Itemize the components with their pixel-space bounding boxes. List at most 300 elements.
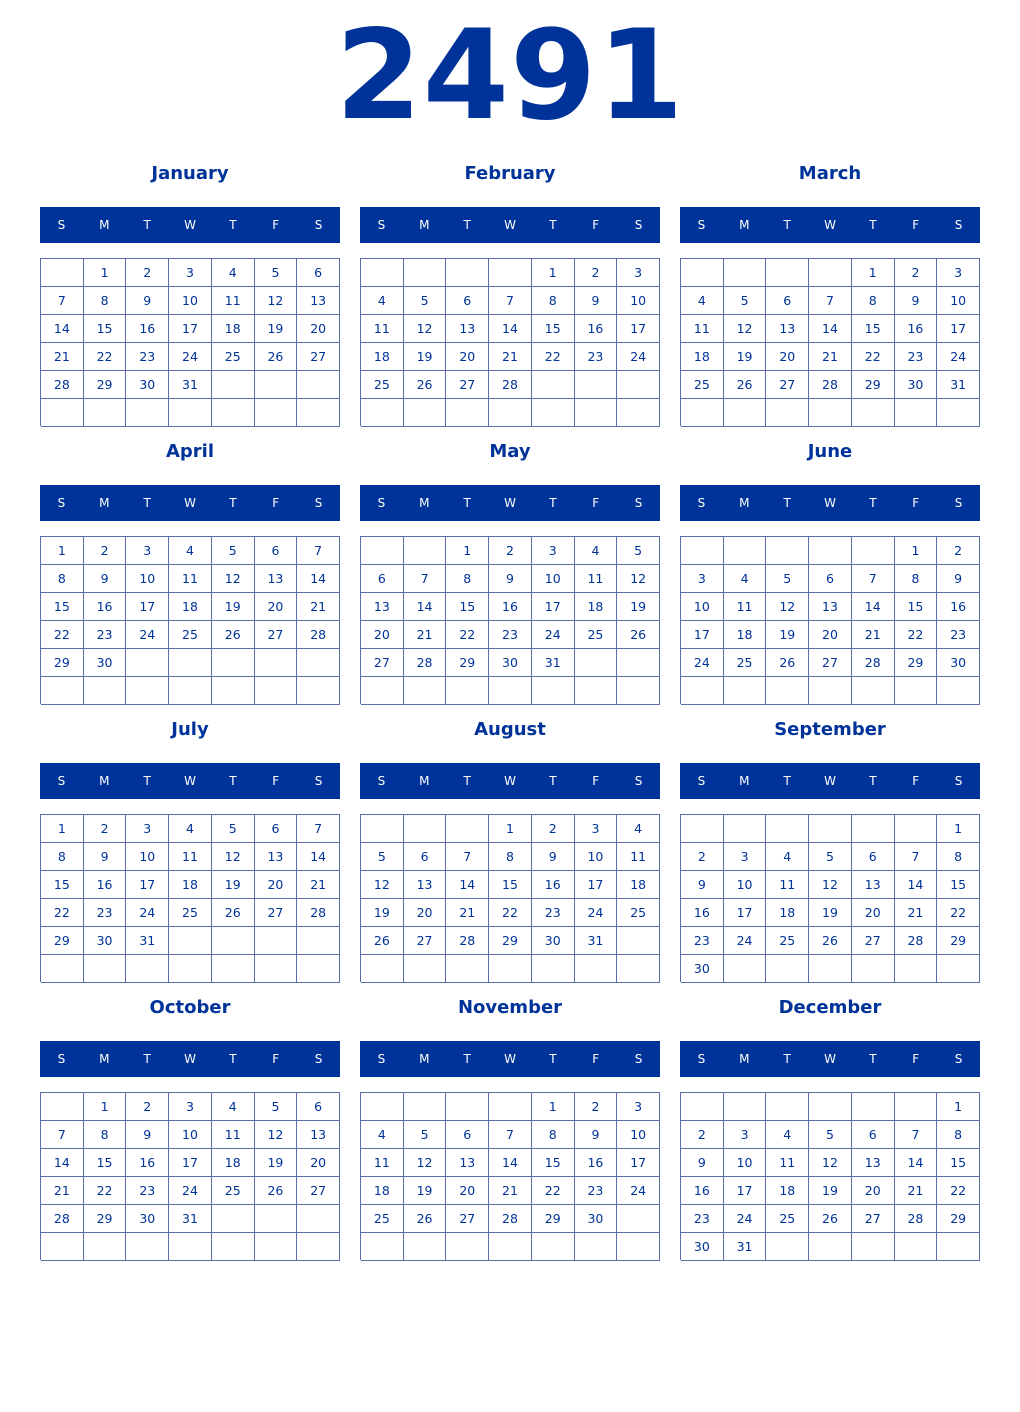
day-cell: 1 — [895, 537, 938, 565]
day-cell: 24 — [126, 621, 169, 649]
day-cell: 23 — [126, 343, 169, 371]
weekday-header — [360, 1041, 660, 1077]
day-cell: 15 — [489, 871, 532, 899]
empty-cell — [724, 259, 767, 287]
day-cell: 9 — [84, 565, 127, 593]
empty-cell — [724, 677, 767, 705]
day-cell: 17 — [169, 1149, 212, 1177]
empty-cell — [681, 259, 724, 287]
day-cell: 1 — [446, 537, 489, 565]
day-cell: 8 — [852, 287, 895, 315]
day-cell: 25 — [766, 1205, 809, 1233]
day-cell: 14 — [489, 1149, 532, 1177]
weekday-label: F — [272, 1052, 280, 1066]
day-cell: 24 — [724, 927, 767, 955]
day-cell: 6 — [446, 287, 489, 315]
day-cell: 11 — [169, 843, 212, 871]
weekday-label: S — [57, 774, 66, 788]
empty-cell — [724, 955, 767, 983]
empty-cell — [446, 399, 489, 427]
day-cell: 18 — [169, 593, 212, 621]
day-cell: 28 — [489, 371, 532, 399]
empty-cell — [617, 649, 660, 677]
day-cell: 6 — [297, 1093, 340, 1121]
empty-cell — [937, 1233, 980, 1261]
day-cell: 11 — [361, 315, 404, 343]
day-cell: 25 — [766, 927, 809, 955]
empty-cell — [809, 537, 852, 565]
day-cell: 10 — [724, 1149, 767, 1177]
day-cell: 18 — [212, 315, 255, 343]
day-cell: 19 — [404, 343, 447, 371]
day-cell: 21 — [489, 343, 532, 371]
day-cell: 20 — [809, 621, 852, 649]
empty-cell — [489, 955, 532, 983]
day-cell: 25 — [212, 343, 255, 371]
day-cell: 23 — [895, 343, 938, 371]
empty-cell — [212, 927, 255, 955]
empty-cell — [404, 955, 447, 983]
day-cell: 30 — [575, 1205, 618, 1233]
day-cell: 26 — [212, 621, 255, 649]
day-cell: 12 — [766, 593, 809, 621]
weekday-label: W — [184, 1052, 196, 1066]
empty-cell — [297, 677, 340, 705]
day-cell: 22 — [532, 343, 575, 371]
day-cell: 12 — [212, 843, 255, 871]
empty-cell — [766, 1233, 809, 1261]
empty-cell — [809, 955, 852, 983]
day-cell: 1 — [937, 1093, 980, 1121]
day-cell: 10 — [617, 1121, 660, 1149]
empty-cell — [575, 1233, 618, 1261]
day-cell: 26 — [404, 371, 447, 399]
weekday-label: T — [229, 774, 237, 788]
empty-cell — [169, 677, 212, 705]
day-cell: 3 — [575, 815, 618, 843]
weekday-header — [680, 1041, 980, 1077]
weekday-header — [40, 763, 340, 799]
day-cell: 6 — [766, 287, 809, 315]
empty-cell — [404, 399, 447, 427]
day-cell: 14 — [297, 565, 340, 593]
day-cell: 3 — [126, 815, 169, 843]
empty-cell — [852, 1233, 895, 1261]
day-cell: 17 — [575, 871, 618, 899]
day-cell: 15 — [84, 315, 127, 343]
day-cell: 9 — [575, 287, 618, 315]
empty-cell — [575, 649, 618, 677]
empty-cell — [212, 955, 255, 983]
day-cell: 30 — [937, 649, 980, 677]
day-cell: 7 — [41, 287, 84, 315]
empty-cell — [809, 815, 852, 843]
weekday-label: S — [377, 218, 386, 232]
weekday-label: T — [143, 774, 151, 788]
day-cell: 12 — [404, 1149, 447, 1177]
day-cell: 23 — [575, 1177, 618, 1205]
empty-cell — [766, 1093, 809, 1121]
day-cell: 11 — [212, 287, 255, 315]
weekday-label: S — [57, 1052, 66, 1066]
empty-cell — [852, 1093, 895, 1121]
day-cell: 20 — [361, 621, 404, 649]
day-cell: 12 — [724, 315, 767, 343]
day-cell: 6 — [852, 843, 895, 871]
day-cell: 3 — [169, 1093, 212, 1121]
empty-cell — [84, 677, 127, 705]
day-cell: 16 — [937, 593, 980, 621]
empty-cell — [255, 1233, 298, 1261]
day-cell: 14 — [41, 1149, 84, 1177]
day-grid — [680, 814, 980, 982]
day-cell: 6 — [255, 815, 298, 843]
weekday-header — [360, 763, 660, 799]
empty-cell — [937, 399, 980, 427]
day-cell: 6 — [446, 1121, 489, 1149]
weekday-label: T — [229, 496, 237, 510]
day-cell: 11 — [766, 871, 809, 899]
empty-cell — [575, 677, 618, 705]
day-cell: 28 — [895, 1205, 938, 1233]
day-cell: 12 — [255, 1121, 298, 1149]
day-cell: 14 — [446, 871, 489, 899]
day-cell: 27 — [297, 1177, 340, 1205]
empty-cell — [404, 259, 447, 287]
empty-cell — [84, 399, 127, 427]
empty-cell — [404, 677, 447, 705]
day-cell: 4 — [575, 537, 618, 565]
month-name: October — [149, 997, 231, 1018]
day-grid — [680, 536, 980, 704]
weekday-label: W — [504, 774, 516, 788]
day-cell: 21 — [809, 343, 852, 371]
day-cell: 20 — [255, 593, 298, 621]
day-cell: 30 — [489, 649, 532, 677]
day-cell: 12 — [255, 287, 298, 315]
day-cell: 25 — [681, 371, 724, 399]
day-cell: 8 — [446, 565, 489, 593]
weekday-label: S — [634, 496, 643, 510]
weekday-label: S — [377, 496, 386, 510]
day-cell: 27 — [446, 371, 489, 399]
day-cell: 11 — [575, 565, 618, 593]
weekday-label: W — [824, 496, 836, 510]
day-cell: 24 — [937, 343, 980, 371]
day-cell: 19 — [212, 871, 255, 899]
day-grid — [40, 814, 340, 982]
day-cell: 13 — [852, 871, 895, 899]
day-cell: 5 — [724, 287, 767, 315]
day-grid — [360, 1092, 660, 1260]
day-cell: 20 — [852, 1177, 895, 1205]
day-cell: 28 — [852, 649, 895, 677]
day-cell: 22 — [84, 343, 127, 371]
weekday-label: M — [99, 1052, 110, 1066]
empty-cell — [212, 677, 255, 705]
day-cell: 18 — [361, 1177, 404, 1205]
day-cell: 23 — [532, 899, 575, 927]
day-cell: 19 — [766, 621, 809, 649]
day-cell: 4 — [212, 1093, 255, 1121]
weekday-label: W — [824, 218, 836, 232]
day-cell: 27 — [766, 371, 809, 399]
empty-cell — [895, 815, 938, 843]
weekday-label: F — [272, 496, 280, 510]
empty-cell — [575, 371, 618, 399]
empty-cell — [681, 815, 724, 843]
empty-cell — [169, 1233, 212, 1261]
weekday-label: W — [184, 774, 196, 788]
weekday-label: S — [697, 1052, 706, 1066]
weekday-label: W — [504, 1052, 516, 1066]
empty-cell — [766, 955, 809, 983]
day-cell: 22 — [489, 899, 532, 927]
day-cell: 9 — [489, 565, 532, 593]
day-cell: 27 — [446, 1205, 489, 1233]
day-cell: 14 — [895, 871, 938, 899]
day-cell: 26 — [809, 1205, 852, 1233]
empty-cell — [617, 399, 660, 427]
day-cell: 16 — [532, 871, 575, 899]
day-cell: 2 — [681, 843, 724, 871]
day-grid — [680, 258, 980, 426]
weekday-label: M — [99, 774, 110, 788]
day-cell: 4 — [169, 537, 212, 565]
day-cell: 6 — [255, 537, 298, 565]
weekday-header — [360, 485, 660, 521]
empty-cell — [255, 371, 298, 399]
weekday-label: S — [57, 496, 66, 510]
day-cell: 16 — [126, 1149, 169, 1177]
empty-cell — [617, 677, 660, 705]
empty-cell — [724, 815, 767, 843]
day-cell: 18 — [681, 343, 724, 371]
empty-cell — [895, 1233, 938, 1261]
day-cell: 30 — [681, 1233, 724, 1261]
day-cell: 17 — [532, 593, 575, 621]
day-cell: 4 — [766, 1121, 809, 1149]
day-cell: 21 — [404, 621, 447, 649]
day-cell: 23 — [681, 927, 724, 955]
day-cell: 11 — [681, 315, 724, 343]
empty-cell — [617, 927, 660, 955]
day-cell: 1 — [937, 815, 980, 843]
empty-cell — [489, 1233, 532, 1261]
day-cell: 16 — [489, 593, 532, 621]
day-cell: 2 — [84, 815, 127, 843]
weekday-label: S — [697, 218, 706, 232]
weekday-label: S — [697, 774, 706, 788]
empty-cell — [255, 649, 298, 677]
day-cell: 3 — [724, 843, 767, 871]
day-grid — [40, 1092, 340, 1260]
weekday-label: T — [143, 496, 151, 510]
day-cell: 20 — [446, 1177, 489, 1205]
day-cell: 18 — [212, 1149, 255, 1177]
day-cell: 17 — [169, 315, 212, 343]
day-cell: 21 — [895, 899, 938, 927]
weekday-label: S — [634, 218, 643, 232]
day-cell: 24 — [617, 1177, 660, 1205]
day-cell: 26 — [361, 927, 404, 955]
day-cell: 28 — [297, 621, 340, 649]
day-cell: 6 — [297, 259, 340, 287]
day-cell: 20 — [297, 1149, 340, 1177]
day-cell: 3 — [937, 259, 980, 287]
day-cell: 9 — [681, 871, 724, 899]
day-cell: 5 — [255, 259, 298, 287]
day-cell: 28 — [297, 899, 340, 927]
day-cell: 29 — [84, 1205, 127, 1233]
day-cell: 22 — [937, 899, 980, 927]
day-cell: 30 — [84, 927, 127, 955]
day-cell: 31 — [169, 371, 212, 399]
empty-cell — [532, 677, 575, 705]
day-cell: 13 — [809, 593, 852, 621]
weekday-header — [680, 763, 980, 799]
weekday-label: M — [739, 774, 750, 788]
empty-cell — [809, 399, 852, 427]
empty-cell — [297, 399, 340, 427]
weekday-label: S — [377, 1052, 386, 1066]
day-cell: 4 — [361, 1121, 404, 1149]
day-cell: 31 — [126, 927, 169, 955]
day-cell: 16 — [681, 899, 724, 927]
weekday-label: M — [419, 218, 430, 232]
day-cell: 11 — [724, 593, 767, 621]
day-cell: 26 — [212, 899, 255, 927]
empty-cell — [617, 955, 660, 983]
empty-cell — [361, 259, 404, 287]
empty-cell — [724, 1093, 767, 1121]
weekday-label: T — [463, 218, 471, 232]
day-cell: 1 — [41, 815, 84, 843]
day-cell: 21 — [895, 1177, 938, 1205]
weekday-label: T — [869, 218, 877, 232]
day-cell: 13 — [766, 315, 809, 343]
weekday-label: F — [592, 218, 600, 232]
empty-cell — [895, 955, 938, 983]
day-cell: 8 — [532, 287, 575, 315]
day-cell: 8 — [84, 287, 127, 315]
empty-cell — [361, 399, 404, 427]
day-cell: 23 — [489, 621, 532, 649]
day-cell: 20 — [446, 343, 489, 371]
empty-cell — [617, 1233, 660, 1261]
day-cell: 21 — [446, 899, 489, 927]
weekday-label: T — [463, 774, 471, 788]
day-cell: 7 — [852, 565, 895, 593]
day-cell: 17 — [617, 1149, 660, 1177]
day-cell: 25 — [724, 649, 767, 677]
empty-cell — [681, 677, 724, 705]
weekday-header — [40, 1041, 340, 1077]
month-name: March — [798, 163, 862, 184]
day-cell: 14 — [809, 315, 852, 343]
day-cell: 20 — [297, 315, 340, 343]
weekday-header — [680, 485, 980, 521]
day-cell: 15 — [84, 1149, 127, 1177]
weekday-label: M — [739, 496, 750, 510]
day-cell: 30 — [126, 1205, 169, 1233]
day-cell: 27 — [255, 621, 298, 649]
day-cell: 21 — [41, 343, 84, 371]
day-cell: 11 — [766, 1149, 809, 1177]
day-cell: 24 — [169, 1177, 212, 1205]
day-cell: 13 — [446, 315, 489, 343]
day-cell: 20 — [766, 343, 809, 371]
weekday-label: T — [229, 218, 237, 232]
day-cell: 16 — [895, 315, 938, 343]
day-cell: 2 — [681, 1121, 724, 1149]
weekday-label: S — [314, 774, 323, 788]
day-cell: 4 — [766, 843, 809, 871]
day-cell: 4 — [169, 815, 212, 843]
day-cell: 15 — [41, 871, 84, 899]
day-cell: 15 — [532, 315, 575, 343]
day-cell: 8 — [489, 843, 532, 871]
day-cell: 30 — [532, 927, 575, 955]
day-cell: 6 — [809, 565, 852, 593]
day-cell: 29 — [937, 927, 980, 955]
day-cell: 17 — [617, 315, 660, 343]
day-cell: 13 — [361, 593, 404, 621]
day-cell: 22 — [895, 621, 938, 649]
weekday-label: T — [143, 1052, 151, 1066]
day-cell: 31 — [937, 371, 980, 399]
day-cell: 10 — [169, 1121, 212, 1149]
day-cell: 13 — [852, 1149, 895, 1177]
empty-cell — [532, 371, 575, 399]
day-cell: 16 — [575, 1149, 618, 1177]
day-cell: 13 — [297, 287, 340, 315]
empty-cell — [297, 927, 340, 955]
empty-cell — [852, 955, 895, 983]
day-cell: 17 — [724, 1177, 767, 1205]
weekday-label: F — [592, 1052, 600, 1066]
empty-cell — [681, 537, 724, 565]
empty-cell — [809, 677, 852, 705]
weekday-header — [360, 207, 660, 243]
empty-cell — [41, 1233, 84, 1261]
day-cell: 5 — [255, 1093, 298, 1121]
empty-cell — [361, 537, 404, 565]
empty-cell — [766, 677, 809, 705]
day-cell: 19 — [404, 1177, 447, 1205]
day-cell: 11 — [169, 565, 212, 593]
weekday-label: W — [824, 1052, 836, 1066]
day-cell: 29 — [532, 1205, 575, 1233]
day-cell: 23 — [84, 899, 127, 927]
day-grid — [40, 536, 340, 704]
day-cell: 14 — [895, 1149, 938, 1177]
day-cell: 14 — [404, 593, 447, 621]
weekday-label: W — [184, 496, 196, 510]
day-cell: 29 — [895, 649, 938, 677]
month-name: February — [464, 163, 556, 184]
weekday-label: T — [229, 1052, 237, 1066]
day-cell: 7 — [297, 815, 340, 843]
day-cell: 30 — [895, 371, 938, 399]
day-cell: 26 — [617, 621, 660, 649]
day-cell: 20 — [404, 899, 447, 927]
weekday-label: S — [634, 1052, 643, 1066]
day-cell: 18 — [766, 899, 809, 927]
day-cell: 22 — [852, 343, 895, 371]
day-cell: 9 — [895, 287, 938, 315]
weekday-label: W — [184, 218, 196, 232]
